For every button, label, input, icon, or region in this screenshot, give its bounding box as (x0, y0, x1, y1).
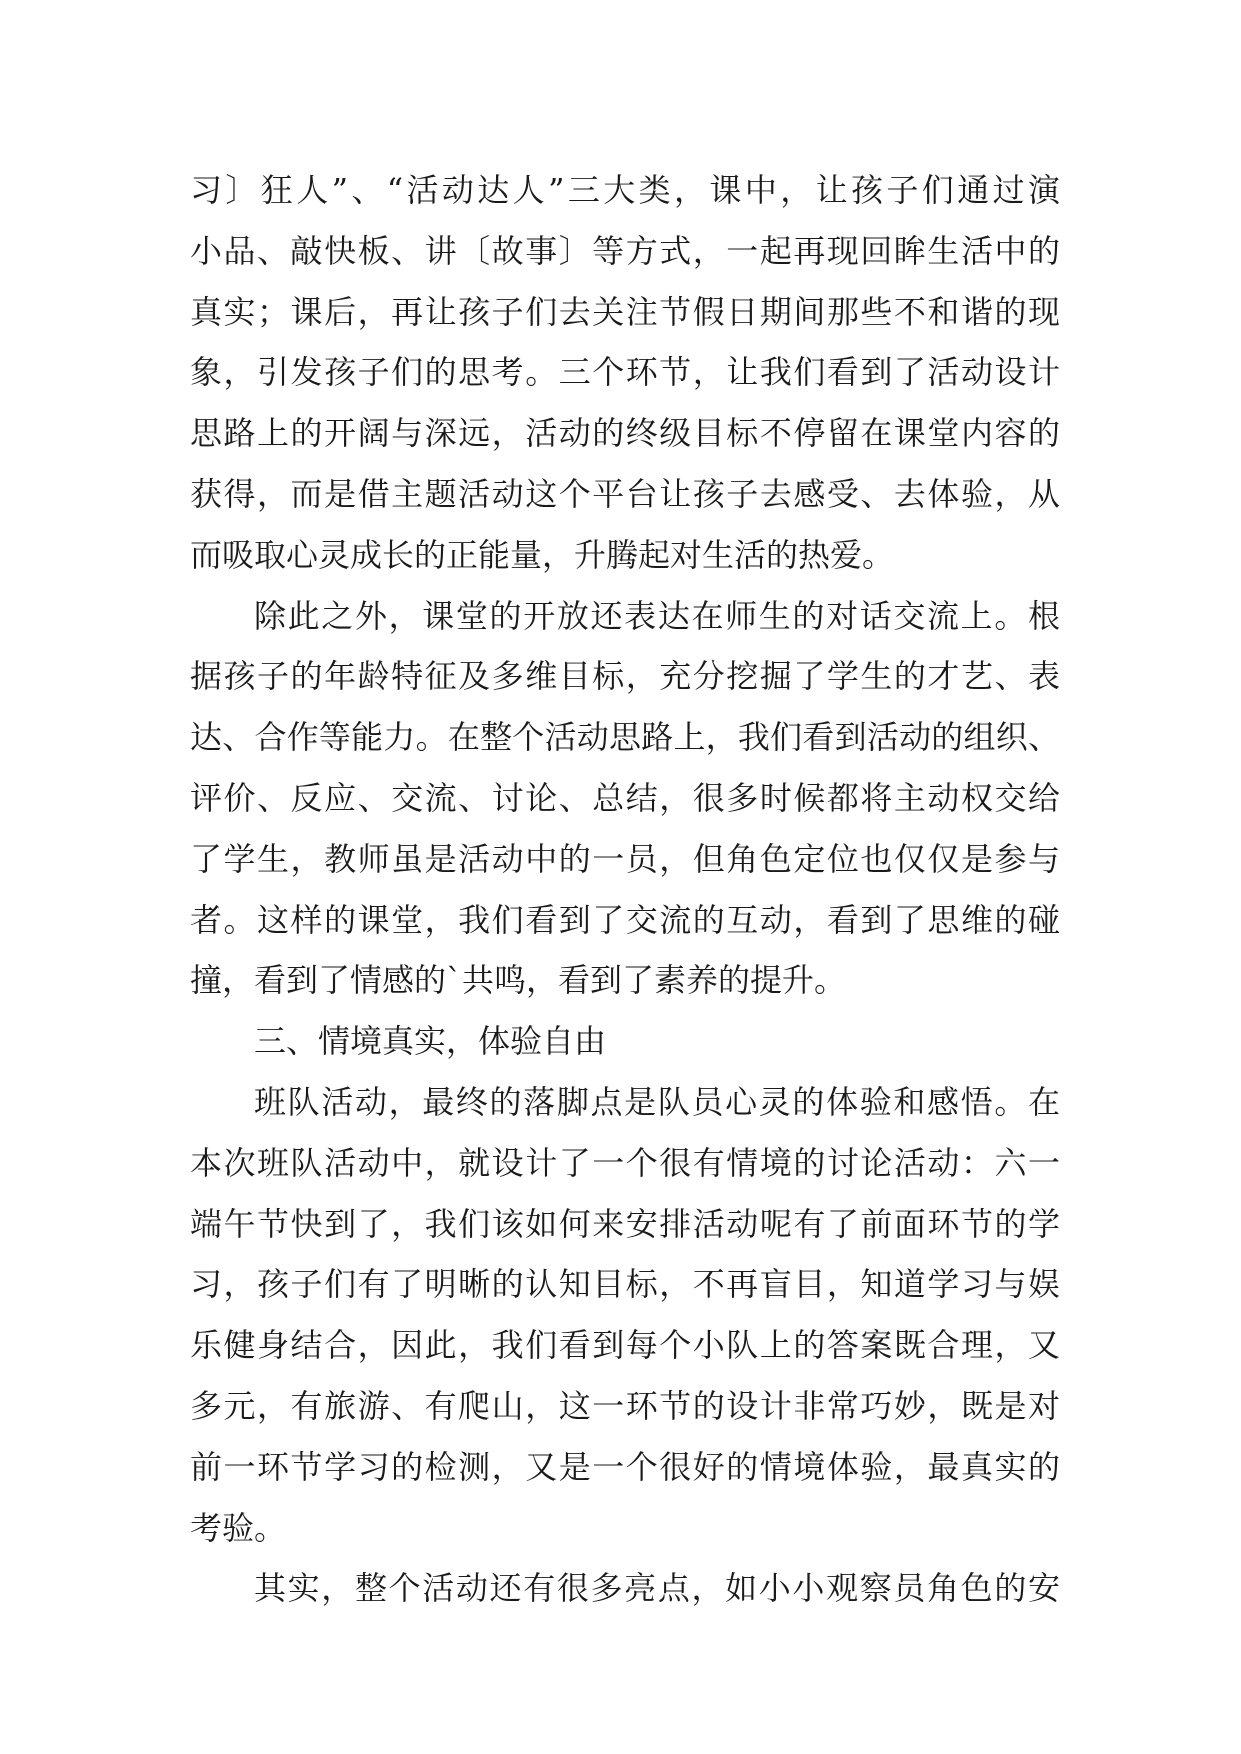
text-line: 象，引发孩子们的思考。三个环节，让我们看到了活动设计 (190, 353, 1060, 392)
text-line: 其实，整个活动还有很多亮点，如小小观察员角色的安 (254, 1569, 1060, 1608)
text-line: 而吸取心灵成长的正能量，升腾起对生活的热爱。 (190, 535, 895, 574)
text-line: 小品、敲快板、讲〔故事〕等方式，一起再现回眸生活中的 (190, 231, 1060, 270)
text-line: 评价、反应、交流、讨论、总结，很多时候都将主动权交给 (190, 778, 1060, 817)
text-line: 了学生，教师虽是活动中的一员，但角色定位也仅仅是参与 (190, 839, 1060, 878)
text-line: 乐健身结合，因此，我们看到每个小队上的答案既合理，又 (190, 1326, 1060, 1365)
text-line: 端午节快到了，我们该如何来安排活动呢有了前面环节的学 (190, 1204, 1060, 1243)
text-line: 本次班队活动中，就设计了一个很有情境的讨论活动：六一 (190, 1143, 1060, 1182)
text-line: 思路上的开阔与深远，活动的终级目标不停留在课堂内容的 (190, 414, 1060, 453)
text-line: 据孩子的年龄特征及多维目标，充分挖掘了学生的才艺、表 (190, 657, 1060, 696)
text-line: 除此之外，课堂的开放还表达在师生的对话交流上。根 (254, 596, 1060, 635)
text-line: 真实；课后，再让孩子们去关注节假日期间那些不和谐的现 (190, 292, 1060, 331)
text-line: 获得，而是借主题活动这个平台让孩子去感受、去体验，从 (190, 474, 1060, 513)
section-heading: 三、情境真实，体验自由 (254, 1022, 607, 1061)
text-line: 前一环节学习的检测，又是一个很好的情境体验，最真实的 (190, 1447, 1060, 1486)
text-line: 撞，看到了情感的`共鸣，看到了素养的提升。 (190, 961, 847, 1000)
text-line: 考验。 (190, 1508, 287, 1547)
document-body (190, 160, 1060, 1619)
text-line: 班队活动，最终的落脚点是队员心灵的体验和感悟。在 (254, 1082, 1060, 1121)
text-line: 习，孩子们有了明晰的认知目标，不再盲目，知道学习与娱 (190, 1265, 1060, 1304)
text-line: 多元，有旅游、有爬山，这一环节的设计非常巧妙，既是对 (190, 1386, 1060, 1425)
text-line: 习〕狂人”、“活动达人”三大类，课中，让孩子们通过演 (190, 171, 1060, 209)
text-line: 达、合作等能力。在整个活动思路上，我们看到活动的组织、 (190, 718, 1060, 757)
text-line: 者。这样的课堂，我们看到了交流的互动，看到了思维的碰 (190, 900, 1060, 939)
